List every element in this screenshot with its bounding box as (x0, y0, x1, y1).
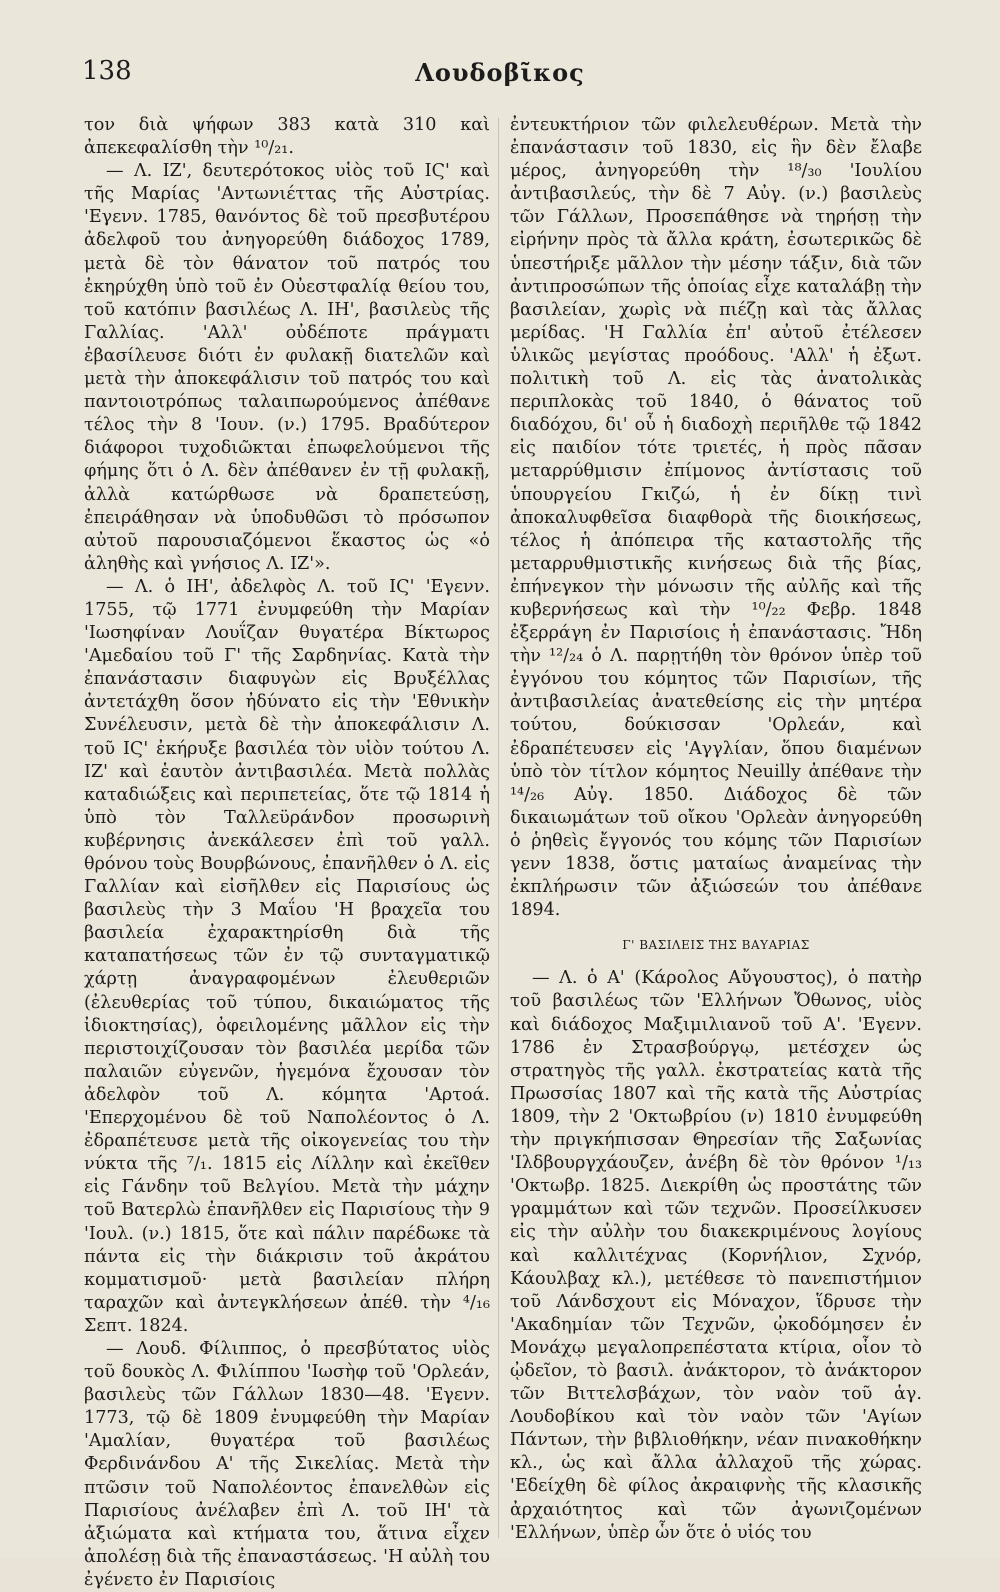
entry-paragraph: — Λουδ. Φίλιππος, ὁ πρεσβύτατος υἱὸς τοῦ δουκὸς Λ. Φιλίππου 'Ιωσὴφ τοῦ 'Ορλεάν, βασιλεὺς τῶν Γάλλων 1830—48. 'Εγενν. 1773, τῷ δὲ 1809 ἐνυμφεύθη τὴν Μαρίαν 'Αμαλίαν, θυγατέρα τοῦ βασιλέως Φερδινάνδου Α' τῆς Σικελίας. Μετὰ τὴν πτῶσιν τοῦ Ναπολέοντος ἐπανελθὼν εἰς Παρισίους ἀνέλαβεν ἐπὶ Λ. τοῦ ΙΗ' τὰ ἀξιώματα καὶ κτήματα του, ἅτινα εἶχεν ἀπολέσῃ διὰ τῆς ἐπαναστάσεως. 'Η αὐλὴ του ἐγένετο ἐν Παρισίοις (84, 1338, 490, 1590)
entry-paragraph: — Λ. ΙΖ', δευτερότοκος υἱὸς τοῦ ΙϚ' καὶ τῆς Μαρίας 'Αντωνιέττας τῆς Αὐστρίας. 'Εγενν. 1785, θανόντος δὲ τοῦ πρεσβυτέρου ἀδελφοῦ του ἀνηγορεύθη διάδοχος 1789, μετὰ δὲ τὸν θάνατον τοῦ πατρός του ἐκηρύχθη ὑπὸ τοῦ ἐν Οὐεστφαλίᾳ θείου του, τοῦ κατόπιν βασιλέως Λ. ΙΗ', βασιλεὺς τῆς Γαλλίας. 'Αλλ' οὐδέποτε πράγματι ἐβασίλευσε διότι ἐν φυλακῇ διατελῶν καὶ μετὰ τὴν ἀποκεφάλισιν τοῦ πατρός του καὶ παντοιοτρόπως ταλαιπωρούμενος ἀπέθανε τέλος τὴν 8 'Ιουν. (ν.) 1795. Βραδύτερον διάφοροι τυχοδιῶκται ἐπωφελούμενοι τῆς φήμης ὅτι ὁ Λ. δὲν ἀπέθανεν ἐν τῇ φυλακῇ, ἀλλὰ κατώρθωσε νὰ δραπετεύσῃ, ἐπειράθησαν νὰ ὑποδυθῶσι τὸ πρόσωπον αὐτοῦ παρουσιαζόμενοι ἕκαστος ὡς «ὁ ἀληθὴς καὶ γνήσιος Λ. ΙΖ'». (84, 161, 490, 574)
right-column (510, 114, 922, 1545)
column-divider (498, 118, 499, 1538)
left-column (84, 114, 490, 1592)
running-head: Λουδοβῖκος (415, 58, 585, 87)
entry-paragraph: — Λ. ὁ Α' (Κάρολος Αὔγουστος), ὁ πατὴρ τοῦ βασιλέως τῶν 'Ελλήνων Ὄθωνος, υἱὸς καὶ διάδοχος Μαξιμιλιανοῦ τοῦ Α'. 'Εγενν. 1786 ἐν Στρασβούργῳ, μετέσχεν ὡς στρατηγὸς τῆς γαλλ. ἐκστρατείας κατὰ τῆς Πρωσσίας 1807 καὶ τῆς κατὰ τῆς Αὐστρίας 1809, τὴν 2 'Οκτωβρίου (ν) 1810 ἐνυμφεύθη τὴν πριγκήπισσαν Θηρεσίαν τῆς Σαξωνίας 'Ιλδβουργχάουζεν, ἀνέβη δὲ τὸν θρόνον ¹/₁₃ 'Οκτωβρ. 1825. Διεκρίθη ὡς προστάτης τῶν γραμμάτων καὶ τῶν τεχνῶν. Προσείλκυσεν εἰς τὴν αὐλὴν του διακεκριμένους λογίους καὶ καλλιτέχνας (Κορνήλιον, Σχνόρ, Κάουλβαχ κλ.), μετέθεσε τὸ πανεπιστήμιον τοῦ Λάνδσχουτ εἰς Μόναχον, ἵδρυσε τὴν 'Ακαδημίαν τῶν Τεχνῶν, ᾠκοδόμησεν ἐν Μονάχῳ μεγαλοπρεπέστατα κτίρια, οἷον τὸ ᾠδεῖον, τὸ βασιλ. ἀνάκτορον, τὸ ἀνάκτορον τῶν Βιττελσβάχων, τὸν ναὸν τοῦ ἁγ. Λουδοβίκου καὶ τὸν ναὸν τῶν 'Αγίων Πάντων, τὴν βιβλιοθήκην, νέαν πινακοθήκην κλ., ὡς καὶ ἄλλα ἀλλαχοῦ τῆς χώρας. 'Εδείχθη δὲ φίλος ἀκραιφνὴς τῆς κλασικῆς ἀρχαιότητος καὶ τῶν ἀγωνιζομένων 'Ελλήνων, ὑπὲρ ὧν ὅτε ὁ υἱός του (510, 968, 922, 1543)
paragraph: τον διὰ ψήφων 383 κατὰ 310 καὶ ἀπεκεφαλίσθη τὴν ¹⁰/₂₁. (84, 115, 490, 159)
page-number: 138 (82, 56, 132, 86)
page-header (0, 56, 1000, 96)
entry-paragraph: — Λ. ὁ ΙΗ', ἀδελφὸς Λ. τοῦ ΙϚ' 'Εγενν. 1755, τῷ 1771 ἐνυμφεύθη τὴν Μαρίαν 'Ιωσηφίναν Λουΐζαν θυγατέρα Βίκτωρος 'Αμεδαίου τοῦ Γ' τῆς Σαρδηνίας. Κατὰ τὴν ἐπανάστασιν διαφυγὼν εἰς Βρυξέλλας ἀντετάχθη ὅσον ἠδύνατο εἰς τὴν 'Εθνικὴν Συνέλευσιν, μετὰ δὲ τὴν ἀποκεφάλισιν Λ. τοῦ ΙϚ' ἐκήρυξε βασιλέα τὸν υἱὸν τούτου Λ. ΙΖ' καὶ ἑαυτὸν ἀντιβασιλέα. Μετὰ πολλὰς καταδιώξεις καὶ περιπετείας, ὅτε τῷ 1814 ἡ ὑπὸ τὸν Ταλλεϋράνδον προσωρινὴ κυβέρνησις ἀνεκάλεσεν ἐπὶ τοῦ γαλλ. θρόνου τοὺς Βουρβώνους, ἐπανῆλθεν ὁ Λ. εἰς Γαλλίαν καὶ εἰσῆλθεν εἰς Παρισίους ὡς βασιλεὺς τὴν 3 Μαΐου 'Η βραχεῖα του βασιλεία ἐχαρακτηρίσθη διὰ τῆς καταπατήσεως τῶν ἐν τῷ συνταγματικῷ χάρτῃ ἀναγραφομένων ἐλευθεριῶν (ἐλευθερίας τοῦ τύπου, δικαιώματος τῆς ἰδιοκτησίας), ὀφειλομένης μᾶλλον εἰς τὴν περιστοιχίζουσαν τὸν βασιλέα μερίδα τῶν παλαιῶν εὐγενῶν, ἡγεμόνα ἔχουσαν τὸν ἀδελφὸν τοῦ Λ. κόμητα 'Αρτοά. 'Επερχομένου δὲ τοῦ Ναπολέοντος ὁ Λ. ἐδραπέτευσε μετὰ τῆς οἰκογενείας του τὴν νύκτα τῆς ⁷/₁. 1815 εἰς Λίλλην καὶ ἐκεῖθεν εἰς Γάνδην τοῦ Βελγίου. Μετὰ τὴν μάχην τοῦ Βατερλὼ ἐπανῆλθεν εἰς Παρισίους τὴν 9 'Ιουλ. (ν.) 1815, ὅτε καὶ πάλιν παρέδωκε τὰ πάντα εἰς τὴν διάκρισιν τοῦ ἀκράτου κομματισμοῦ· μετὰ βασιλείαν πλήρη ταραχῶν καὶ ἀντεγκλήσεων ἀπέθ. τὴν ⁴/₁₆ Σεπτ. 1824. (84, 576, 490, 1336)
section-heading: Γ' ΒΑΣΙΛΕΙΣ ΤΗΣ ΒΑΥΑΡΙΑΣ (622, 938, 810, 953)
paragraph: ἐντευκτήριον τῶν φιλελευθέρων. Μετὰ τὴν ἐπανάστασιν τοῦ 1830, εἰς ἣν δὲν ἔλαβε μέρος, ἀνηγορεύθη τὴν ¹⁸/₃₀ 'Ιουλίου ἀντιβασιλεύς, τὴν δὲ 7 Αὐγ. (ν.) βασιλεὺς τῶν Γάλλων, Προσεπάθησε νὰ τηρήσῃ τὴν εἰρήνην πρὸς τὰ ἄλλα κράτη, ἐσωτερικῶς δὲ ὑπεστήριξε μᾶλλον τὴν μέσην τάξιν, διὰ τῶν ἀντιπροσώπων τῆς ὁποίας εἶχε καταλάβῃ τὴν βασιλείαν, χωρὶς νὰ πιέζῃ καὶ τὰς ἄλλας μερίδας. 'Η Γαλλία ἐπ' αὐτοῦ ἐτέλεσεν ὑλικῶς μεγίστας προόδους. 'Αλλ' ἡ ἐξωτ. πολιτικὴ τοῦ Λ. εἰς τὰς ἀνατολικὰς περιπλοκὰς τοῦ 1840, ὁ θάνατος τοῦ διαδόχου, δι' οὗ ἡ διαδοχὴ περιῆλθε τῷ 1842 εἰς παιδίον τότε τριετές, ἡ πρὸς πᾶσαν μεταρρύθμισιν ἐπίμονος ἀντίστασις τοῦ ὑπουργείου Γκιζώ, ἡ ἐν δίκῃ τινὶ ἀποκαλυφθεῖσα διαφθορὰ τῆς διοικήσεως, τέλος ἡ ἀπόπειρα τῆς καταστολῆς τῆς μεταρρυθμιστικῆς κινήσεως διὰ τῆς βίας, ἐπήνεγκον τὴν μόνωσιν τῆς αὐλῆς καὶ τῆς κυβερνήσεως καὶ τὴν ¹⁰/₂₂ Φεβρ. 1848 ἐξερράγη ἐν Παρισίοις ἡ ἐπανάστασις. Ἤδη τὴν ¹²/₂₄ ὁ Λ. παρῃτήθη τὸν θρόνον ὑπὲρ τοῦ ἐγγόνου του κόμητος τῶν Παρισίων, τῆς ἀντιβασιλείας ἀνατεθείσης εἰς τὴν μητέρα τούτου, δούκισσαν 'Ορλεάν, καὶ ἐδραπέτευσεν εἰς 'Αγγλίαν, ὅπου διαμένων ὑπὸ τὸν τίτλον κόμητος Neuilly ἀπέθανε τὴν ¹⁴/₂₆ Αὐγ. 1850. Διάδοχος δὲ τῶν δικαιωμάτων τοῦ οἴκου 'Ορλεὰν ἀνηγορεύθη ὁ ῥηθεὶς ἔγγονός του κόμης τῶν Παρισίων γενν 1838, ὅστις ματαίως ἀναμείνας τὴν ἐκπλήρωσιν τῶν ἀξιώσεών του ἀπέθανε 1894. (510, 115, 922, 921)
